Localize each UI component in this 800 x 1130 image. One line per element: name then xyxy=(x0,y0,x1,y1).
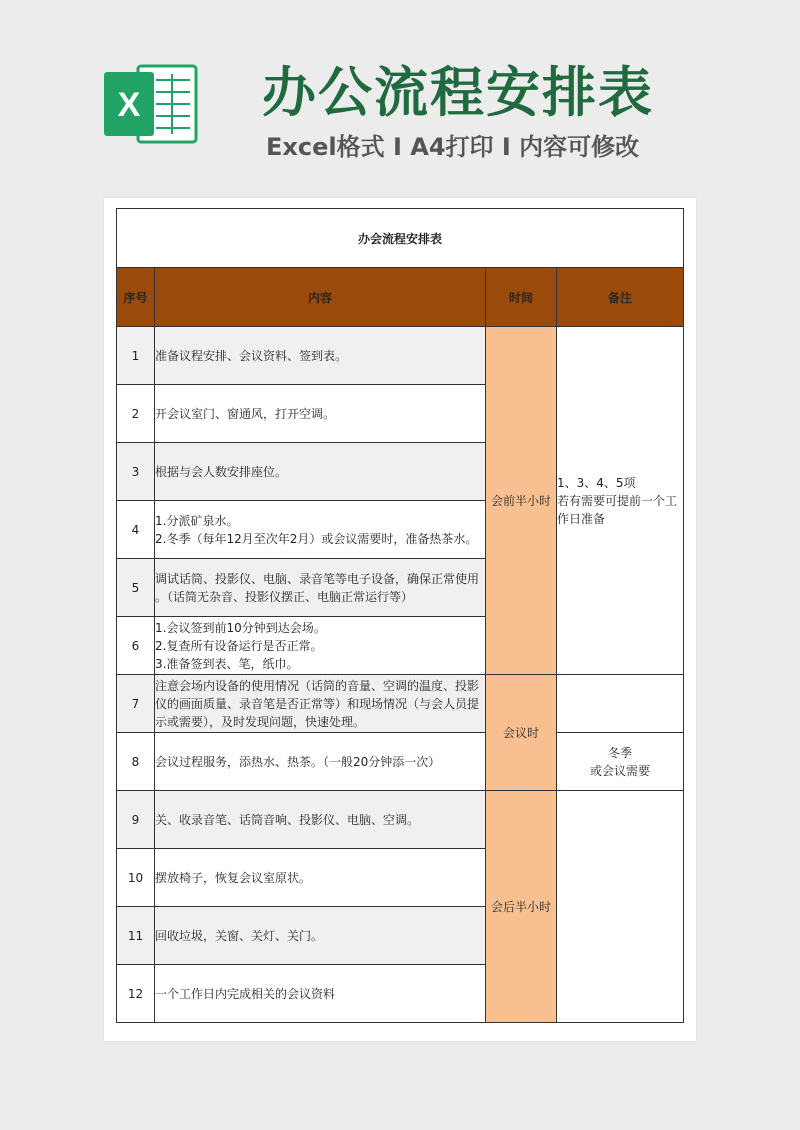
note-line: 或会议需要 xyxy=(590,763,651,778)
note-line: 1、3、4、5项 xyxy=(557,475,636,490)
row-content xyxy=(155,501,486,559)
content-line: 回收垃圾，关窗、关灯、关门。 xyxy=(155,928,324,943)
note-line: 冬季 xyxy=(608,745,633,760)
row-seq: 8 xyxy=(117,733,155,791)
row-seq: 2 xyxy=(117,385,155,443)
row-content xyxy=(155,849,486,907)
time-during: 会议时 xyxy=(486,675,557,791)
note-winter xyxy=(557,733,684,791)
content-line: 根据与会人数安排座位。 xyxy=(155,464,288,479)
row-seq: 11 xyxy=(117,907,155,965)
schedule-table xyxy=(116,208,684,1023)
row-seq: 3 xyxy=(117,443,155,501)
row-content xyxy=(155,675,486,733)
content-line: 。（话筒无杂音、投影仪摆正、电脑正常运行等） xyxy=(155,589,414,604)
content-line: 准备议程安排、会议资料、签到表。 xyxy=(155,348,348,363)
row-seq: 1 xyxy=(117,327,155,385)
content-line: 调试话筒、投影仪、电脑、录音笔等电子设备，确保正常使用 xyxy=(155,571,480,586)
page-title: 办公流程安排表 xyxy=(262,61,654,124)
row-seq: 4 xyxy=(117,501,155,559)
header-note: 备注 xyxy=(557,268,684,327)
table-title: 办会流程安排表 xyxy=(117,209,684,268)
content-line: 1.会议签到前10分钟到达会场。 xyxy=(155,620,326,635)
row-content xyxy=(155,327,486,385)
row-content xyxy=(155,443,486,501)
row-content xyxy=(155,791,486,849)
row-content xyxy=(155,559,486,617)
content-line: 关、收录音笔、话筒音响、投影仪、电脑、空调。 xyxy=(155,812,420,827)
content-line: 会议过程服务，添热水、热茶。（一般20分钟添一次） xyxy=(155,754,441,769)
table-row xyxy=(117,733,684,791)
note-empty xyxy=(557,791,684,1023)
content-line: 一个工作日内完成相关的会议资料 xyxy=(155,986,336,1001)
header-seq: 序号 xyxy=(117,268,155,327)
row-seq: 5 xyxy=(117,559,155,617)
note-line: 作日准备 xyxy=(557,511,606,526)
header-content: 内容 xyxy=(155,268,486,327)
row-content xyxy=(155,907,486,965)
time-before: 会前半小时 xyxy=(486,327,557,675)
note-before xyxy=(557,327,684,675)
row-seq: 10 xyxy=(117,849,155,907)
row-seq: 9 xyxy=(117,791,155,849)
row-seq: 12 xyxy=(117,965,155,1023)
header-banner xyxy=(0,0,800,190)
header-time: 时间 xyxy=(486,268,557,327)
row-seq: 7 xyxy=(117,675,155,733)
content-line: 摆放椅子，恢复会议室原状。 xyxy=(155,870,312,885)
table-row xyxy=(117,791,684,849)
table-header-row xyxy=(117,268,684,327)
excel-icon xyxy=(100,58,200,150)
content-line: 示或需要），及时发现问题，快速处理。 xyxy=(155,714,366,729)
content-line: 1.分派矿泉水。 xyxy=(155,513,239,528)
content-line: 2.复查所有设备运行是否正常。 xyxy=(155,638,323,653)
page-subtitle: Excel格式 I A4打印 I 内容可修改 xyxy=(266,133,640,161)
content-line: 2.冬季（每年12月至次年2月）或会议需要时，准备热茶水。 xyxy=(155,531,478,546)
note-empty xyxy=(557,675,684,733)
content-line: 注意会场内设备的使用情况（话筒的音量、空调的温度、投影 xyxy=(155,678,480,693)
note-line: 若有需要可提前一个工 xyxy=(557,493,678,508)
spreadsheet-page xyxy=(104,198,696,1041)
row-content xyxy=(155,733,486,791)
row-content xyxy=(155,965,486,1023)
content-line: 开会议室门、窗通风，打开空调。 xyxy=(155,406,336,421)
content-line: 仪的画面质量、录音笔是否正常等）和现场情况（与会人员提 xyxy=(155,696,480,711)
row-content xyxy=(155,385,486,443)
logo-letter: X xyxy=(117,86,141,124)
row-content xyxy=(155,617,486,675)
table-row xyxy=(117,327,684,385)
time-after: 会后半小时 xyxy=(486,791,557,1023)
content-line: 3.准备签到表、笔，纸巾。 xyxy=(155,656,299,671)
row-seq: 6 xyxy=(117,617,155,675)
table-row xyxy=(117,675,684,733)
